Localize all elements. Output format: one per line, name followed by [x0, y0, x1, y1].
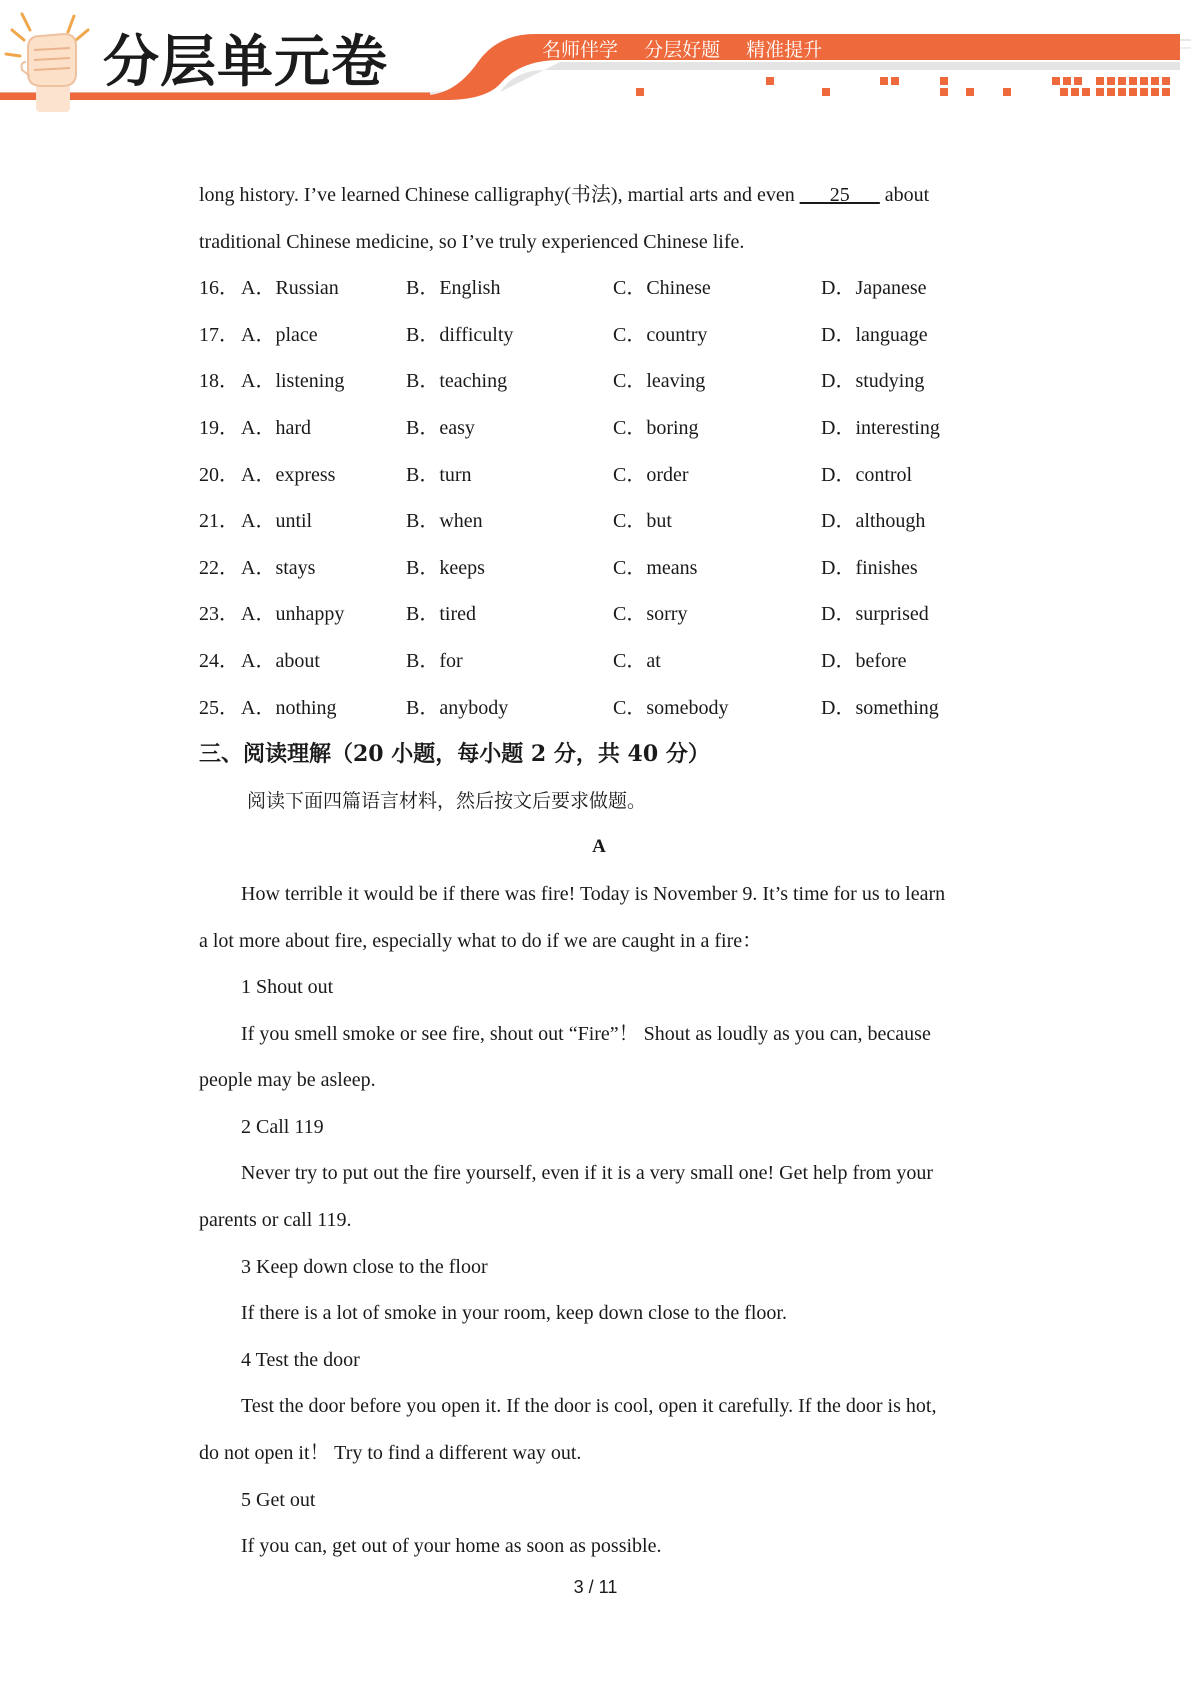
page-number: 3 / 11 — [573, 1577, 618, 1597]
slogan-2: 分层好题 — [644, 39, 721, 61]
blank-25: ___25___ — [799, 184, 880, 206]
passage-line: Test the door before you open it. If the door is cool, open it carefully. If the door is hot, — [241, 1395, 937, 1418]
option-b: B．when — [406, 510, 483, 533]
passage-line: If you can, get out of your home as soon as possible. — [241, 1535, 662, 1558]
option-a: A．until — [241, 510, 313, 533]
option-d: D．language — [821, 323, 928, 346]
option-c: C．Chinese — [613, 277, 711, 300]
option-d: D．control — [821, 463, 913, 486]
option-c: C．country — [613, 323, 708, 346]
intro-line: long history. I’ve learned Chinese calligraphy(书法), martial arts and even ___25___ about — [199, 184, 930, 206]
passage-line: Never try to put out the fire yourself, even if it is a very small one! Get help from your — [241, 1162, 934, 1185]
question-number: 17． — [199, 323, 239, 346]
option-d: D．finishes — [821, 556, 918, 579]
option-a: A．hard — [241, 416, 311, 439]
question-row — [199, 405, 999, 452]
decorative-squares — [636, 77, 1170, 96]
option-a: A．listening — [241, 370, 345, 393]
option-d: D．studying — [821, 370, 925, 393]
intro-line: traditional Chinese medicine, so I’ve truly experienced Chinese life. — [199, 230, 745, 253]
passage-subheading: 3 Keep down close to the floor — [241, 1255, 488, 1278]
option-d: D．interesting — [821, 416, 940, 439]
question-row — [199, 685, 999, 732]
header-slogans — [542, 35, 842, 62]
brand-title: 分层单元卷 — [103, 30, 388, 95]
question-number: 23． — [199, 603, 239, 626]
passage-subheading: 5 Get out — [241, 1488, 316, 1511]
option-b: B．turn — [406, 463, 472, 486]
section-instruction: 阅读下面四篇语言材料，然后按文后要求做题。 — [247, 789, 647, 812]
question-number: 20． — [199, 463, 239, 486]
question-number: 21． — [199, 510, 239, 533]
question-row — [199, 312, 999, 359]
passage-line: If you smell smoke or see fire, shout out “Fire”！ Shout as loudly as you can, because — [241, 1022, 931, 1045]
passage-subheading: 2 Call 119 — [241, 1115, 324, 1138]
options-list — [199, 265, 999, 731]
option-b: B．keeps — [406, 556, 485, 579]
option-c: C．sorry — [613, 603, 688, 626]
option-a: A．nothing — [241, 696, 337, 719]
option-d: D．Japanese — [821, 277, 927, 300]
question-number: 16． — [199, 277, 239, 300]
option-a: A．express — [241, 463, 336, 486]
page-header — [0, 0, 1191, 120]
passage-label: A — [592, 836, 606, 858]
option-c: C．boring — [613, 416, 699, 439]
question-row — [199, 545, 999, 592]
question-number: 19． — [199, 416, 239, 439]
question-row — [199, 638, 999, 685]
slogan-1: 名师伴学 — [542, 39, 619, 61]
passage-line: people may be asleep. — [199, 1069, 376, 1092]
option-a: A．Russian — [241, 277, 339, 300]
option-c: C．order — [613, 463, 689, 486]
option-a: A．unhappy — [241, 603, 345, 626]
passage-text — [199, 871, 999, 1570]
option-c: C．leaving — [613, 370, 706, 393]
passage-line: How terrible it would be if there was fire! Today is November 9. It’s time for us to learn — [241, 882, 946, 905]
passage-line: parents or call 119. — [199, 1209, 352, 1232]
option-a: A．about — [241, 649, 320, 672]
passage-subheading: 1 Shout out — [241, 976, 334, 999]
question-row — [199, 498, 999, 545]
option-c: C．somebody — [613, 696, 729, 719]
question-row — [199, 591, 999, 638]
question-row — [199, 265, 999, 312]
option-c: C．at — [613, 649, 661, 672]
passage-subheading: 4 Test the door — [241, 1348, 360, 1371]
option-a: A．place — [241, 323, 318, 346]
option-d: D．something — [821, 696, 939, 719]
passage-line: a lot more about fire, especially what to do if we are caught in a fire： — [199, 929, 763, 952]
option-d: D．before — [821, 649, 907, 672]
option-b: B．teaching — [406, 370, 508, 393]
question-number: 24． — [199, 649, 239, 672]
passage-line: If there is a lot of smoke in your room, keep down close to the floor. — [241, 1302, 787, 1325]
option-b: B．easy — [406, 416, 475, 439]
document-body — [199, 172, 999, 1570]
option-b: B．English — [406, 277, 501, 300]
option-d: D．surprised — [821, 603, 929, 626]
option-b: B．tired — [406, 603, 476, 626]
question-row — [199, 452, 999, 499]
option-a: A．stays — [241, 556, 316, 579]
question-number: 18． — [199, 370, 239, 393]
question-row — [199, 358, 999, 405]
option-b: B．anybody — [406, 696, 509, 719]
option-d: D．although — [821, 510, 926, 533]
option-c: C．means — [613, 556, 698, 579]
section-heading: 三、阅读理解（20 小题，每小题 2 分，共 40 分） — [199, 741, 710, 768]
question-number: 22． — [199, 556, 239, 579]
slogan-3: 精准提升 — [746, 39, 823, 61]
passage-line: do not open it！ Try to find a different way out. — [199, 1442, 582, 1465]
question-number: 25． — [199, 696, 239, 719]
option-c: C．but — [613, 510, 672, 533]
option-b: B．difficulty — [406, 323, 514, 346]
option-b: B．for — [406, 649, 463, 672]
